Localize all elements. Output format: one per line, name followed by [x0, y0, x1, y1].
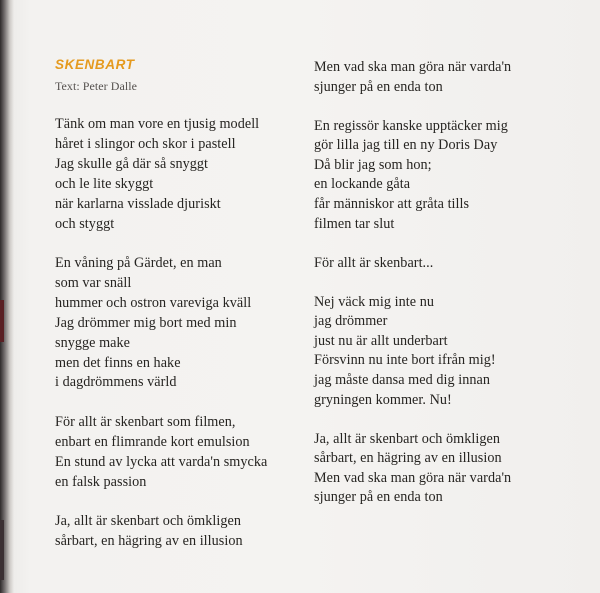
lyric-line: just nu är allt underbart — [314, 332, 448, 349]
lyric-line: För allt är skenbart... — [314, 254, 434, 271]
lyric-line: sårbart, en hägring av en illusion — [314, 450, 502, 467]
lyric-line: Ja, allt är skenbart och ömkligen — [55, 513, 242, 530]
lyric-line: sårbart, en hägring av en illusion — [55, 533, 243, 549]
lyric-line: när karlarna visslade djuriskt — [55, 195, 221, 212]
lyric-line: en falsk passion — [55, 473, 147, 490]
lyric-line: Ja, allt är skenbart och ömkligen — [314, 430, 501, 447]
lyric-line: Då blir jag som hon; — [314, 156, 432, 173]
lyric-line: enbart en flimrande kort emulsion — [55, 433, 250, 450]
lyric-line: gör lilla jag till en ny Doris Day — [314, 137, 498, 154]
lyric-line: får människor att gråta tills — [314, 196, 470, 212]
lyric-line: jag måste dansa med dig innan — [314, 372, 490, 388]
lyric-line: gryningen kommer. Nu! — [314, 391, 452, 408]
lyric-line: Försvinn nu inte bort ifrån mig! — [314, 352, 496, 369]
lyricist-credit: Text: Peter Dalle — [55, 79, 137, 93]
lyric-line: Nej väck mig inte nu — [314, 293, 434, 310]
lyric-line: jag drömmer — [314, 313, 388, 330]
lyric-line: håret i slingor och skor i pastell — [55, 135, 236, 152]
spine-color-strip — [0, 300, 4, 342]
lyric-line: och le lite skyggt — [55, 175, 154, 192]
lyric-line: För allt är skenbart som filmen, — [55, 413, 236, 430]
lyric-line: Jag skulle gå där så snyggt — [55, 155, 209, 172]
lyric-line: hummer och ostron vareviga kväll — [55, 294, 252, 311]
booklet-spine — [0, 0, 14, 593]
lyric-line: och styggt — [55, 215, 115, 232]
lyric-line: Men vad ska man göra när varda'n — [314, 469, 512, 486]
lyric-line: en lockande gåta — [314, 176, 411, 193]
lyric-line: som var snäll — [55, 274, 132, 291]
lyric-line: filmen tar slut — [314, 215, 395, 232]
lyric-line: Jag drömmer mig bort med min — [55, 314, 237, 331]
lyric-line: En regissör kanske upptäcker mig — [314, 117, 508, 134]
lyric-line: Tänk om man vore en tjusig modell — [55, 116, 260, 132]
spine-dark-strip — [0, 520, 4, 580]
song-title: SKENBART — [55, 57, 135, 72]
lyric-line: sjunger på en enda ton — [314, 489, 443, 506]
lyric-line: men det finns en hake — [55, 354, 181, 371]
lyric-line: Men vad ska man göra när varda'n — [314, 59, 512, 75]
lyric-line: En våning på Gärdet, en man — [55, 255, 222, 271]
lyric-line: sjunger på en enda ton — [314, 78, 443, 95]
lyric-line: snygge make — [55, 334, 131, 351]
lyric-line: En stund av lycka att varda'n smycka — [55, 453, 268, 470]
lyric-line: i dagdrömmens värld — [55, 374, 177, 391]
